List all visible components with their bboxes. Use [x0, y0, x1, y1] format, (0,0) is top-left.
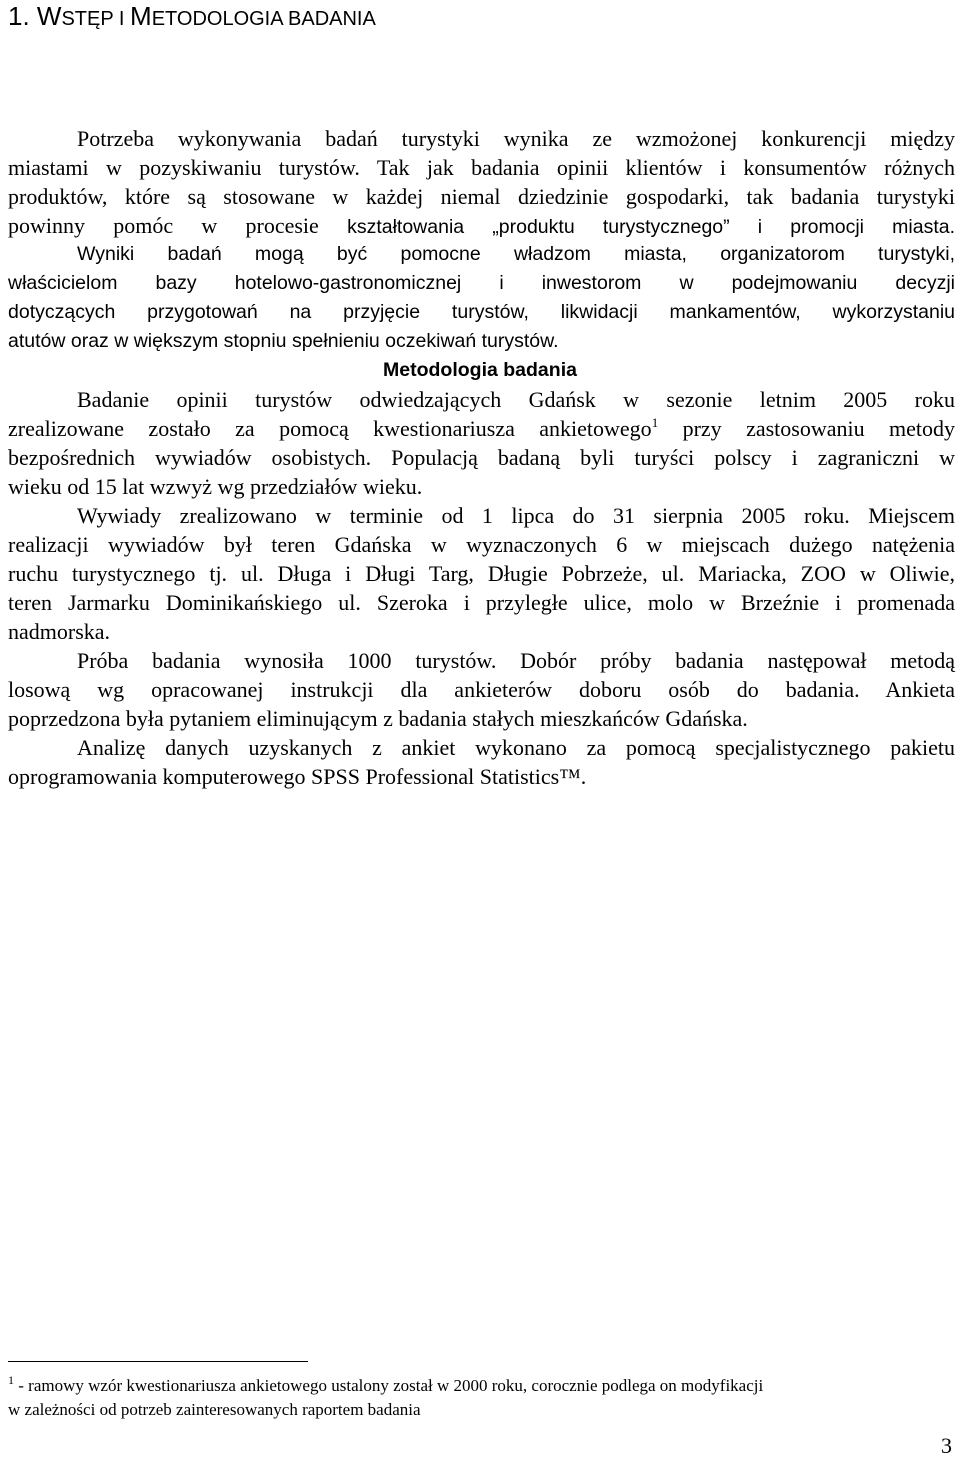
para4-line4: teren Jarmarku Dominikańskiego ul. Szeroka i przyległe ulice, molo w Brzeźnie i promenada	[8, 590, 955, 615]
para2-line4: atutów oraz w większym stopniu spełnieniu oczekiwań turystów.	[8, 330, 559, 352]
heading-number: 1.	[8, 1, 30, 31]
para5-line1: Próba badania wynosiła 1000 turystów. Dobór próby badania następował metodą	[77, 648, 955, 673]
para1-line3: produktów, które są stosowane w każdej niemal dziedzinie gospodarki, tak badania turystyki	[8, 184, 955, 209]
para6-line1: Analizę danych uzyskanych z ankiet wykonano za pomocą specjalistycznego pakietu	[77, 735, 955, 760]
para1-line1: Potrzeba wykonywania badań turystyki wynika ze wzmożonej konkurencji między	[77, 126, 955, 151]
para5-line2: losową wg opracowanej instrukcji dla ankieterów doboru osób do badania. Ankieta	[8, 677, 955, 702]
para3-line2b: przy zastosowaniu metody	[682, 416, 956, 441]
para3-line3	[8, 443, 955, 472]
footnote-ref: 1	[651, 415, 659, 430]
para2-line3: dotyczących przygotowań na przyjęcie turystów, likwidacji mankamentów, wykorzystaniu	[8, 301, 955, 323]
para1-line2b: Tak jak badania opinii klientów i konsumentów różnych	[376, 155, 955, 180]
para1-line4b: kształtowania „produktu turystycznego” i promocji miasta.	[347, 216, 955, 238]
footnote-text1: - ramowy wzór kwestionariusza ankietowego ustalony został w 2000 roku, corocznie podlega on modyfikacji	[14, 1376, 764, 1395]
para3-line4: wieku od 15 lat wzwyż wg przedziałów wieku.	[8, 474, 423, 499]
footnote-mark: 1	[8, 1373, 14, 1387]
para4-line1: Wywiady zrealizowano w terminie od 1 lipca do 31 sierpnia 2005 roku. Miejscem	[77, 503, 955, 528]
para1-line4	[8, 211, 955, 240]
footnote-line1	[8, 1374, 948, 1398]
heading-smallcaps-b: ETODOLOGIA BADANIA	[151, 8, 376, 30]
para2-line1: Wyniki badań mogą być pomocne władzom miasta, organizatorom turystyki,	[77, 243, 955, 265]
para4-line2: realizacji wywiadów był teren Gdańska w wyznaczonych 6 w miejscach dużego natężenia	[8, 532, 955, 557]
footnote-separator	[8, 1361, 308, 1362]
heading-smallcaps-a: STĘP I	[61, 8, 131, 30]
para3-line3b: Populacją badaną byli turyści polscy i zagraniczni w	[391, 445, 956, 470]
para1-line2a: miastami w pozyskiwaniu turystów.	[8, 155, 360, 180]
para1-line4a: powinny pomóc w procesie	[8, 213, 319, 238]
para2-line2: właścicielom bazy hotelowo-gastronomicznej i inwestorom w podejmowaniu decyzji	[8, 272, 955, 294]
para4-line5: nadmorska.	[8, 619, 111, 644]
para4-line3: ruchu turystycznego tj. ul. Długa i Długi Targ, Długie Pobrzeże, ul. Mariacka, ZOO w Oliwie,	[8, 561, 955, 586]
footnote-line2: w zależności od potrzeb zainteresowanych raportem badania	[8, 1400, 421, 1419]
para6-line2: oprogramowania komputerowego SPSS Professional Statistics™.	[8, 764, 587, 789]
heading-initial-m: M	[130, 1, 152, 31]
para3-line3a: bezpośrednich wywiadów osobistych.	[8, 445, 372, 470]
para3-line1: Badanie opinii turystów odwiedzających Gdańsk w sezonie letnim 2005 roku	[77, 387, 955, 412]
heading-initial-w: W	[36, 1, 62, 31]
para3-line2	[8, 414, 955, 443]
section-heading	[8, 0, 376, 35]
para3-line2a: zrealizowane zostało za pomocą kwestionariusza ankietowego	[8, 416, 652, 441]
subheading: Metodologia badania	[383, 359, 577, 381]
para1-line2	[8, 153, 955, 182]
para5-line3: poprzedzona była pytaniem eliminującym z badania stałych mieszkańców Gdańska.	[8, 706, 748, 731]
page-number: 3	[941, 1433, 952, 1458]
